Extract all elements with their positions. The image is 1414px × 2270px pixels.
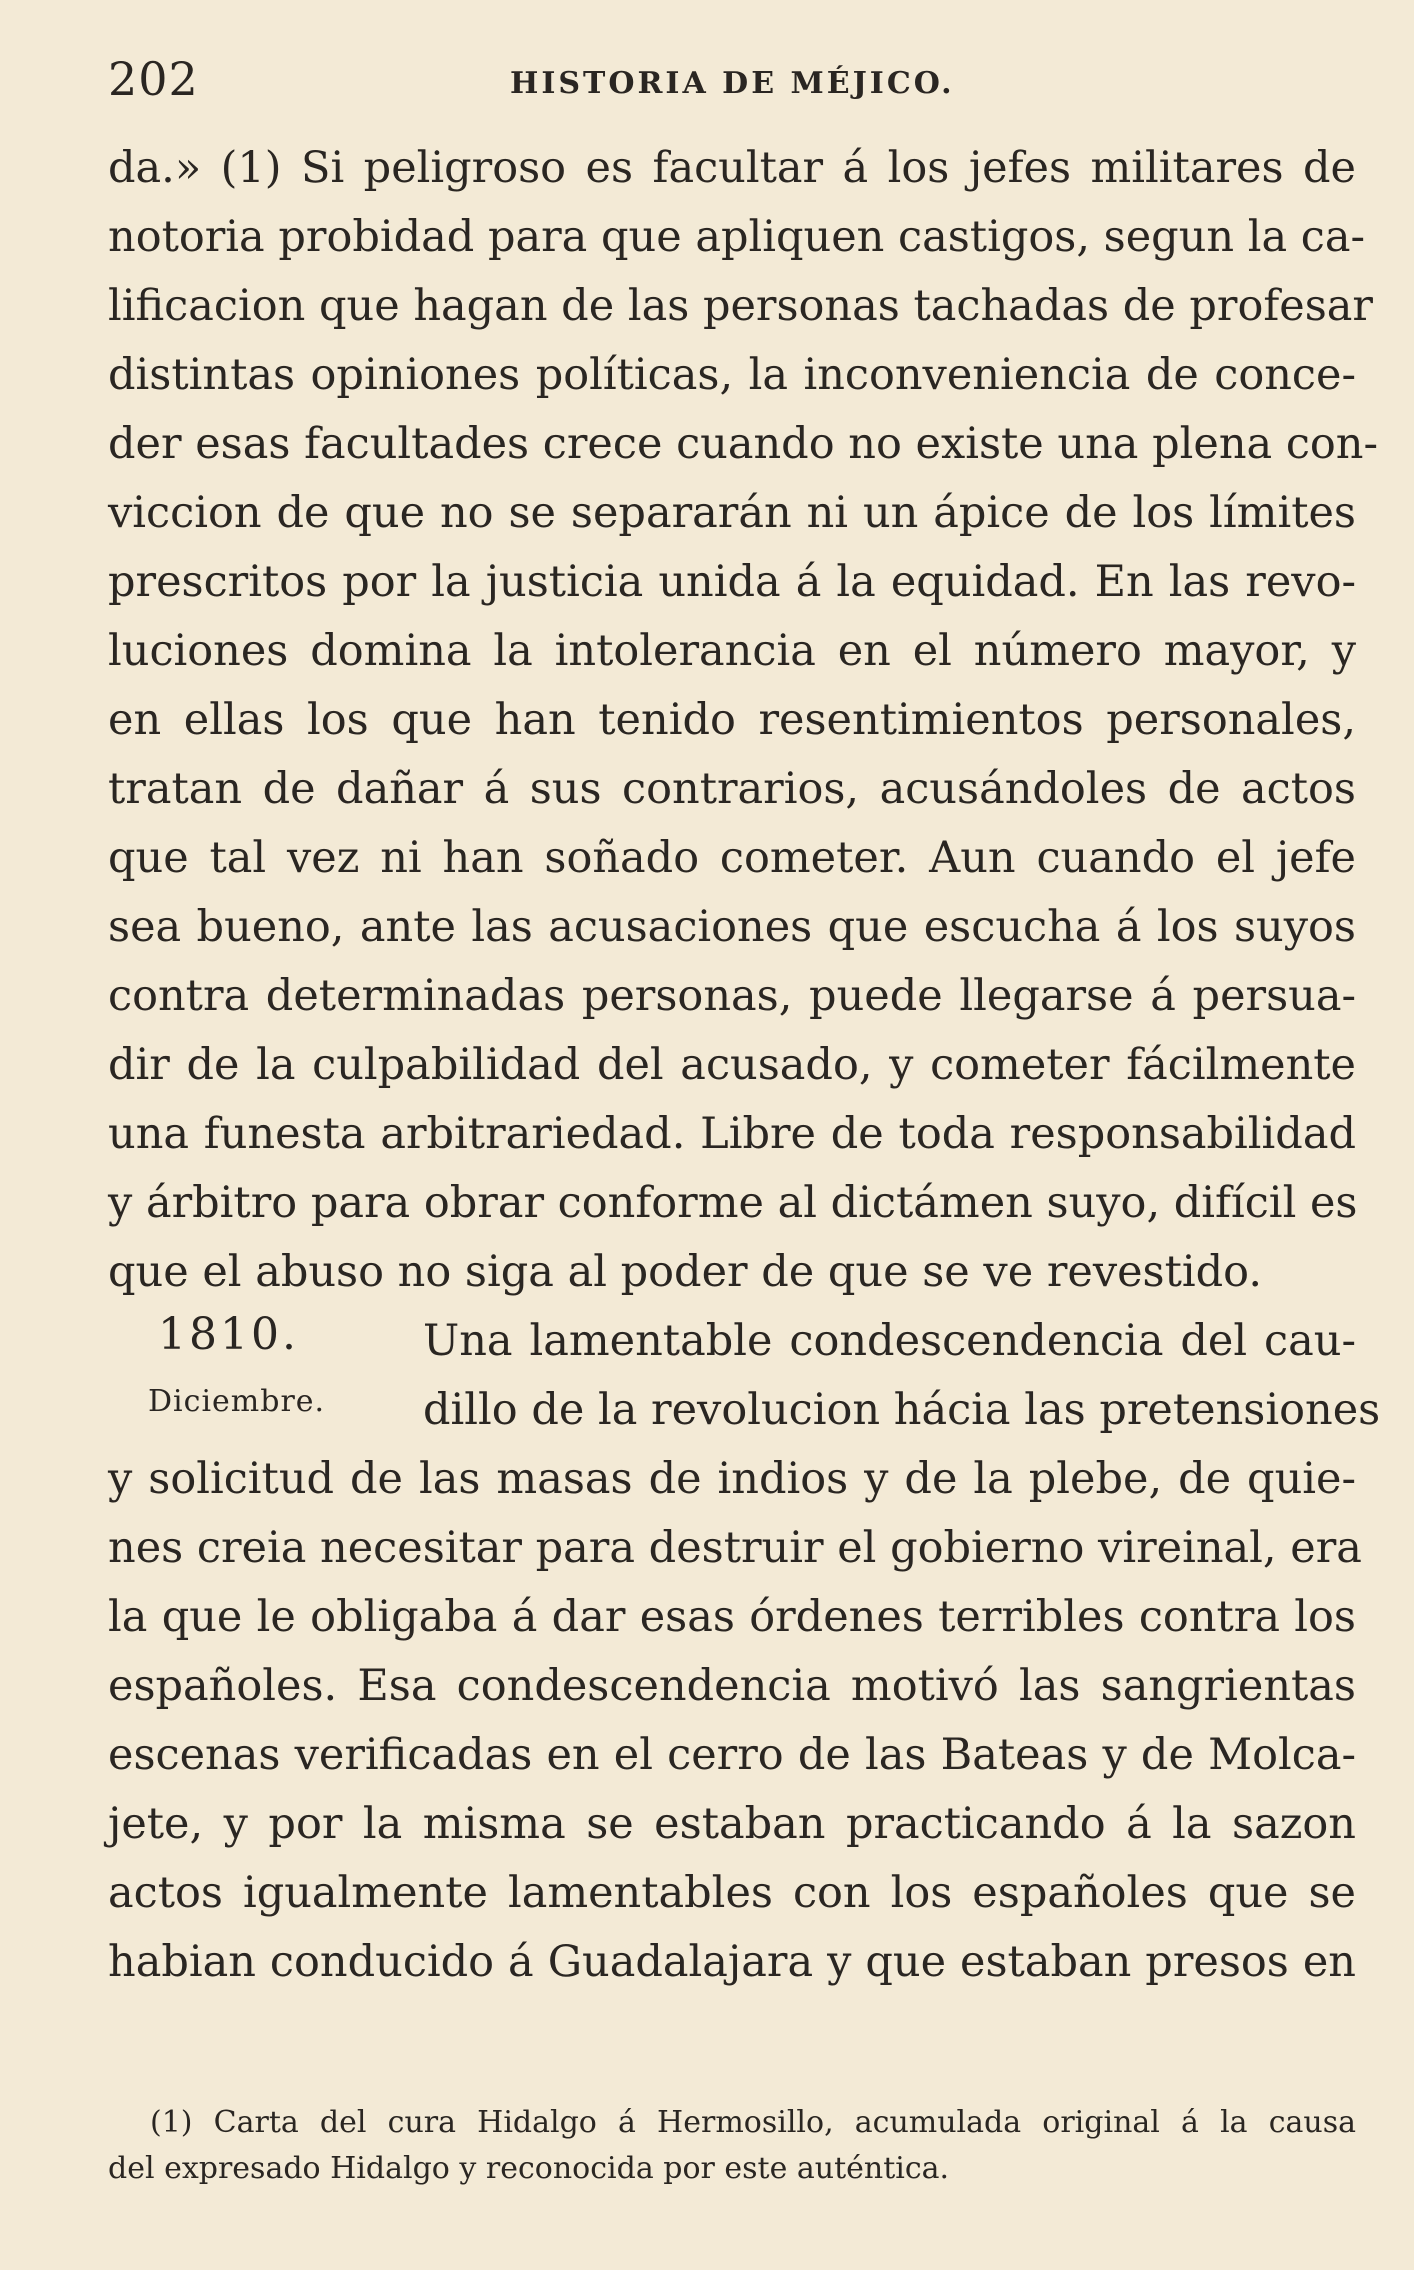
text-line: viccion de que no se separarán ni un ápice de los límites	[108, 488, 1356, 538]
text-line: que tal vez ni han soñado cometer. Aun cuando el jefe	[108, 833, 1356, 883]
page-header	[108, 52, 1356, 112]
text-line: luciones domina la intolerancia en el número mayor, y	[108, 626, 1356, 676]
text-line: nes creia necesitar para destruir el gobierno vireinal, era	[108, 1523, 1362, 1573]
text-line: y solicitud de las masas de indios y de la plebe, de quie-	[108, 1454, 1356, 1504]
marginal-note-row	[108, 1376, 1381, 1445]
text-line: y árbitro para obrar conforme al dictámen suyo, difícil es	[108, 1178, 1358, 1228]
text-line: lificacion que hagan de las personas tachadas de profesar	[108, 281, 1373, 331]
text-line: sea bueno, ante las acusaciones que escucha á los suyos	[108, 902, 1356, 952]
text-line: jete, y por la misma se estaban practicando á la sazon	[108, 1799, 1356, 1849]
text-line: una funesta arbitrariedad. Libre de toda responsabilidad	[108, 1109, 1356, 1159]
footnote	[108, 2100, 1356, 2192]
text-line: dir de la culpabilidad del acusado, y cometer fácilmente	[108, 1040, 1356, 1090]
text-line: habian conducido á Guadalajara y que estaban presos en	[108, 1937, 1356, 1987]
text-line: actos igualmente lamentables con los españoles que se	[108, 1868, 1356, 1918]
text-line: en ellas los que han tenido resentimientos personales,	[108, 695, 1356, 745]
text-line: tratan de dañar á sus contrarios, acusándoles de actos	[108, 764, 1356, 814]
running-title: HISTORIA DE MÉJICO.	[510, 66, 955, 101]
text-line: distintas opiniones políticas, la inconveniencia de conce-	[108, 350, 1356, 400]
footnote-line: del expresado Hidalgo y reconocida por este auténtica.	[108, 2151, 950, 2186]
text-line: Una lamentable condescendencia del cau-	[423, 1316, 1356, 1366]
text-line: notoria probidad para que apliquen castigos, segun la ca-	[108, 212, 1366, 262]
text-line: que el abuso no siga al poder de que se ve revestido.	[108, 1247, 1262, 1297]
text-line: españoles. Esa condescendencia motivó las sangrientas	[108, 1661, 1356, 1711]
margin-month: Diciembre.	[148, 1384, 326, 1419]
body-text	[108, 134, 1381, 1997]
marginal-note-row	[108, 1307, 1356, 1376]
text-line: prescritos por la justicia unida á la equidad. En las revo-	[108, 557, 1356, 607]
text-line: da.» (1) Si peligroso es facultar á los jefes militares de	[108, 143, 1356, 193]
footnote-line: (1) Carta del cura Hidalgo á Hermosillo, acumulada original á la causa	[150, 2105, 1356, 2140]
text-line: dillo de la revolucion hácia las pretensiones	[423, 1385, 1381, 1435]
text-line: der esas facultades crece cuando no existe una plena con-	[108, 419, 1379, 469]
text-line: contra determinadas personas, puede llegarse á persua-	[108, 971, 1356, 1021]
margin-year: 1810.	[158, 1309, 299, 1360]
page-number: 202	[108, 52, 199, 106]
text-line: escenas verificadas en el cerro de las Bateas y de Molca-	[108, 1730, 1356, 1780]
text-line: la que le obligaba á dar esas órdenes terribles contra los	[108, 1592, 1356, 1642]
